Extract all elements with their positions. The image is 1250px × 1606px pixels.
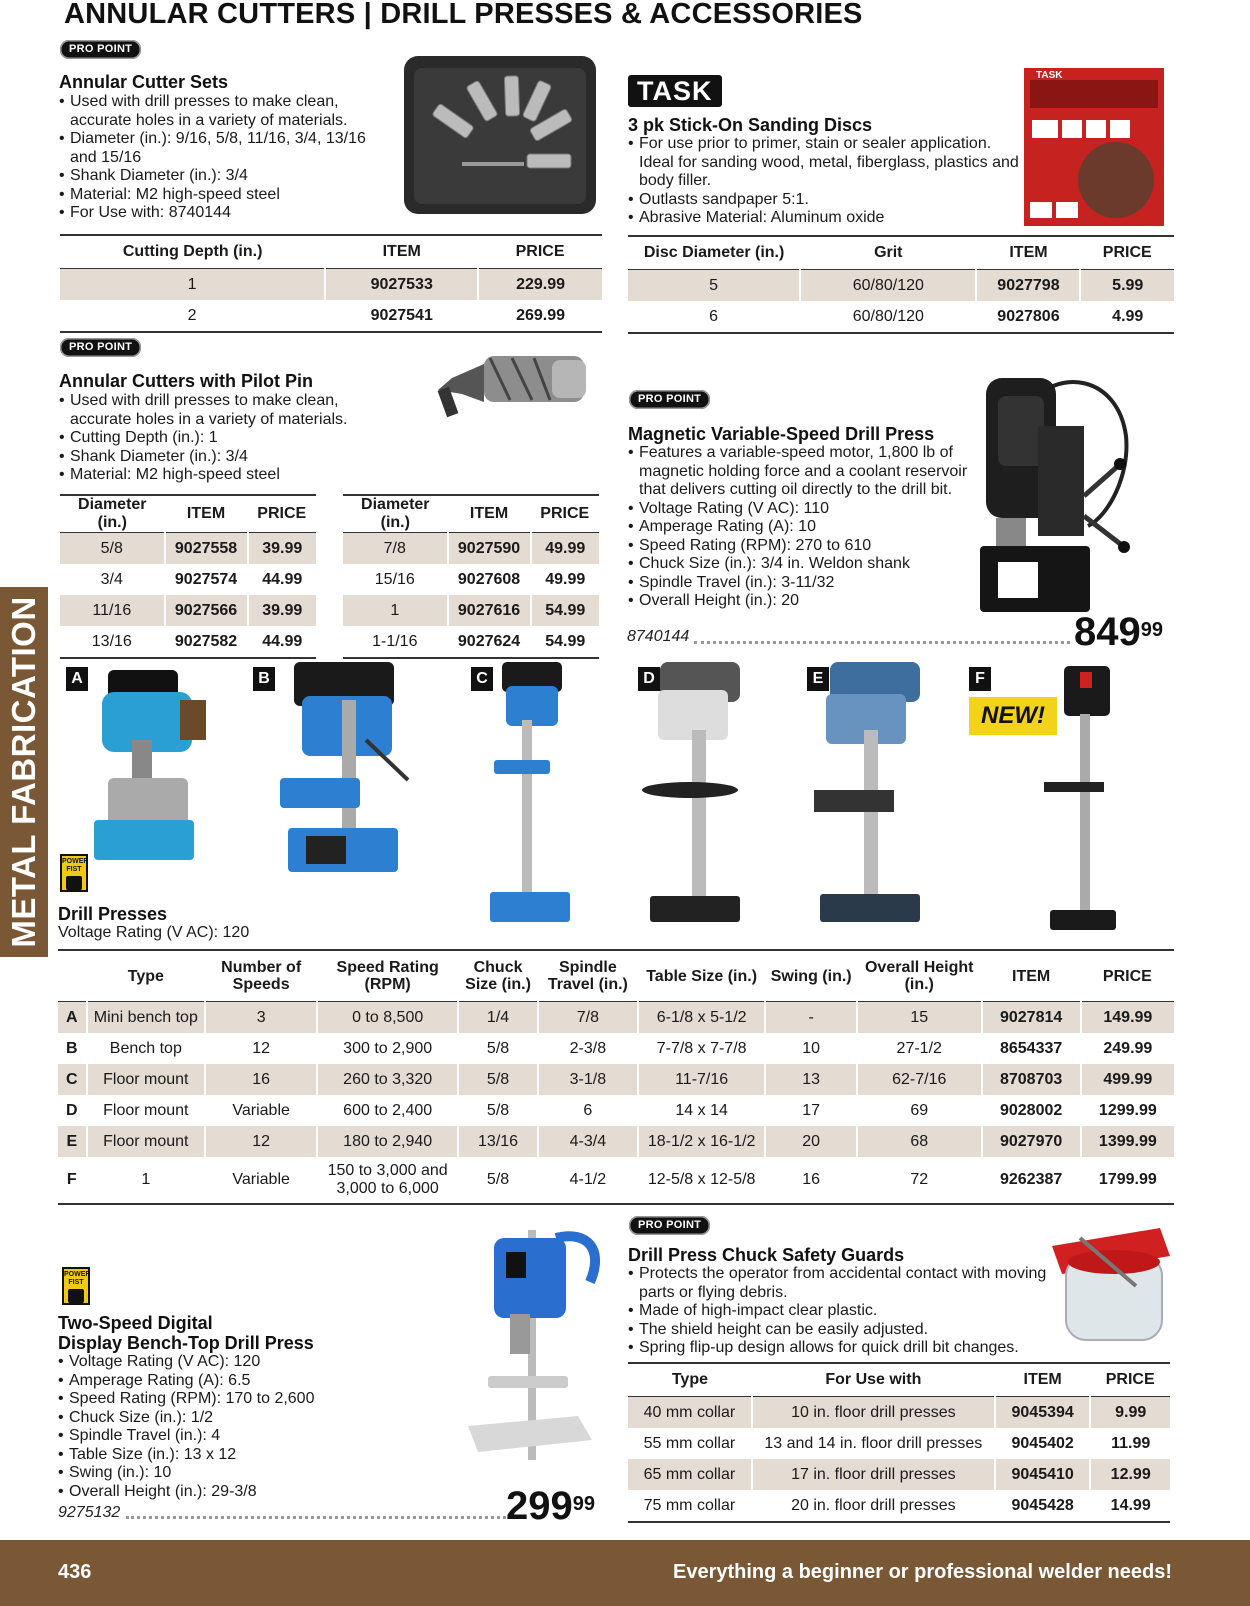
column-header: PRICE bbox=[1090, 1363, 1170, 1397]
table-row bbox=[58, 1064, 1174, 1095]
table-cell: 5/8 bbox=[458, 1064, 538, 1095]
table-cell: 5/8 bbox=[458, 1095, 538, 1126]
safety-guards-table bbox=[628, 1362, 1170, 1523]
table-cell: 8654337 bbox=[982, 1033, 1081, 1064]
magnetic-press-sku: 8740144 bbox=[627, 628, 690, 645]
table-row bbox=[60, 626, 316, 658]
table-row bbox=[343, 564, 599, 595]
bullet-item: • Amperage Rating (A): 6.5 bbox=[58, 1372, 388, 1391]
column-header: Type bbox=[87, 950, 206, 1002]
table-cell: 12 bbox=[205, 1126, 317, 1157]
table-cell: D bbox=[65, 1101, 78, 1119]
table-cell: 5 bbox=[628, 270, 800, 302]
table-row bbox=[58, 1033, 1174, 1064]
drill-press-letter-b: B bbox=[253, 667, 275, 691]
table-cell: 0 to 8,500 bbox=[317, 1002, 458, 1034]
table-cell: 20 in. floor drill presses bbox=[752, 1490, 995, 1522]
table-cell: 1 bbox=[343, 595, 448, 626]
table-cell: 260 to 3,320 bbox=[317, 1064, 458, 1095]
new-badge: NEW! bbox=[969, 697, 1057, 735]
table-cell: 9027814 bbox=[982, 1002, 1081, 1034]
two-speed-title-line2: Display Bench-Top Drill Press bbox=[58, 1333, 314, 1353]
pilot-pin-table-left bbox=[60, 494, 316, 659]
table-cell: 9028002 bbox=[982, 1095, 1081, 1126]
column-header: PRICE bbox=[1081, 950, 1174, 1002]
bullet-item: • Used with drill presses to make clean, accurate holes in a variety of materials. bbox=[59, 93, 379, 130]
table-cell: B bbox=[65, 1039, 78, 1057]
table-cell: 6-1/8 x 5-1/2 bbox=[638, 1002, 766, 1034]
table-cell: 72 bbox=[857, 1157, 982, 1204]
safety-guards-title: Drill Press Chuck Safety Guards bbox=[628, 1245, 905, 1265]
table-cell: 300 to 2,900 bbox=[317, 1033, 458, 1064]
column-header: Disc Diameter (in.) bbox=[628, 236, 800, 270]
table-cell: 229.99 bbox=[478, 269, 602, 301]
pilot-pin-title: Annular Cutters with Pilot Pin bbox=[59, 371, 314, 391]
drill-press-letter-a: A bbox=[66, 667, 88, 691]
price-leader-dots bbox=[126, 1516, 506, 1519]
table-cell: 149.99 bbox=[1081, 1002, 1174, 1034]
bullet-item: • Made of high-impact clear plastic. bbox=[628, 1302, 1058, 1321]
table-cell: 5.99 bbox=[1080, 270, 1174, 302]
column-header: Number of Speeds bbox=[205, 950, 317, 1002]
table-cell: 13/16 bbox=[60, 626, 165, 658]
table-cell: F bbox=[58, 1157, 87, 1204]
table-cell: 9027970 bbox=[982, 1126, 1081, 1157]
two-speed-bullets bbox=[58, 1353, 388, 1501]
column-header: Overall Height (in.) bbox=[857, 950, 982, 1002]
bullet-item: • Abrasive Material: Aluminum oxide bbox=[628, 209, 1028, 228]
table-row bbox=[58, 1126, 1174, 1157]
table-cell: 9045428 bbox=[995, 1490, 1091, 1522]
table-cell: 8708703 bbox=[982, 1064, 1081, 1095]
table-cell: 9.99 bbox=[1090, 1397, 1170, 1429]
table-cell: 62-7/16 bbox=[857, 1064, 982, 1095]
column-header: ITEM bbox=[325, 235, 478, 269]
page-title: ANNULAR CUTTERS | DRILL PRESSES & ACCESSORIES bbox=[64, 0, 863, 30]
table-cell: Floor mount bbox=[87, 1095, 206, 1126]
table-cell: Mini bench top bbox=[87, 1002, 206, 1034]
table-cell: 18-1/2 x 16-1/2 bbox=[638, 1126, 766, 1157]
table-cell: 16 bbox=[765, 1157, 856, 1204]
drill-presses-title: Drill Presses bbox=[58, 904, 168, 924]
column-header: Swing (in.) bbox=[765, 950, 856, 1002]
drill-press-a-image bbox=[88, 660, 218, 875]
table-cell: 180 to 2,940 bbox=[317, 1126, 458, 1157]
annular-sets-bullets bbox=[59, 93, 379, 223]
magnetic-drill-press-image bbox=[968, 366, 1143, 616]
table-cell: 7-7/8 x 7-7/8 bbox=[638, 1033, 766, 1064]
bullet-item: • Spindle Travel (in.): 4 bbox=[58, 1427, 388, 1446]
table-cell: 11-7/16 bbox=[638, 1064, 766, 1095]
bullet-item: • Chuck Size (in.): 1/2 bbox=[58, 1409, 388, 1428]
table-row bbox=[628, 1428, 1170, 1459]
table-cell: A bbox=[58, 1002, 87, 1034]
bullet-item: • The shield height can be easily adjusted. bbox=[628, 1321, 1058, 1340]
table-row bbox=[343, 533, 599, 565]
magnetic-press-price: $849^{99}$ bbox=[1074, 610, 1163, 654]
bullet-item: • Features a variable-speed motor, 1,800 lb of magnetic holding force and a coolant reservoir that delivers cutting oil directly to the drill bit. bbox=[628, 444, 968, 500]
drill-press-letter-f: F bbox=[969, 667, 991, 691]
table-cell: 10 bbox=[765, 1033, 856, 1064]
column-header: Table Size (in.) bbox=[638, 950, 766, 1002]
pilot-pin-bullets bbox=[59, 392, 399, 485]
table-cell: 15/16 bbox=[374, 570, 415, 588]
table-cell: 9027616 bbox=[448, 595, 531, 626]
bullet-item: • Voltage Rating (V AC): 120 bbox=[58, 1353, 388, 1372]
table-row bbox=[628, 301, 1174, 333]
table-cell: 17 in. floor drill presses bbox=[752, 1459, 995, 1490]
column-header: Spindle Travel (in.) bbox=[538, 950, 638, 1002]
table-cell: 4.99 bbox=[1080, 301, 1174, 333]
table-cell: 9045394 bbox=[995, 1397, 1091, 1429]
task-logo: TASK bbox=[628, 75, 722, 107]
table-cell: 1 bbox=[87, 1157, 206, 1204]
column-header: ITEM bbox=[976, 236, 1080, 270]
column-header-letter bbox=[58, 950, 87, 1002]
table-cell: 40 mm collar bbox=[628, 1397, 752, 1429]
table-row bbox=[60, 269, 602, 301]
table-cell: Variable bbox=[205, 1157, 317, 1204]
table-row bbox=[58, 1095, 1174, 1126]
table-cell: 9027582 bbox=[165, 626, 248, 658]
column-header: Grit bbox=[800, 236, 976, 270]
table-cell: C bbox=[58, 1064, 87, 1095]
table-cell: 69 bbox=[857, 1095, 982, 1126]
page-number: 436 bbox=[58, 1561, 92, 1583]
table-row bbox=[58, 1157, 1174, 1204]
pro-point-logo: PRO POINT bbox=[60, 338, 141, 357]
table-cell: 9027608 bbox=[448, 564, 531, 595]
drill-press-c-image bbox=[488, 660, 578, 925]
svg-text:TASK: TASK bbox=[1036, 70, 1063, 81]
side-tab: METAL FABRICATION bbox=[0, 587, 48, 957]
pilot-pin-table-right bbox=[343, 494, 599, 659]
pro-point-logo: PRO POINT bbox=[629, 390, 710, 409]
column-header: Cutting Depth (in.) bbox=[60, 235, 325, 269]
bullet-item: • Material: M2 high-speed steel bbox=[59, 186, 379, 205]
table-cell: 44.99 bbox=[248, 564, 317, 595]
bullet-item: • Overall Height (in.): 29-3/8 bbox=[58, 1483, 388, 1502]
table-cell: 2 bbox=[60, 300, 325, 332]
table-row bbox=[58, 1002, 1174, 1034]
column-header: PRICE bbox=[531, 495, 600, 533]
pilot-pin-cutter-image bbox=[432, 350, 592, 430]
table-cell: E bbox=[58, 1126, 87, 1157]
table-cell: 14.99 bbox=[1090, 1490, 1170, 1522]
table-cell: 9027541 bbox=[325, 300, 478, 332]
table-cell: 12-5/8 x 12-5/8 bbox=[638, 1157, 766, 1204]
table-cell: 5/8 bbox=[60, 533, 165, 565]
table-cell: 7/8 bbox=[343, 533, 448, 565]
table-cell: 54.99 bbox=[531, 595, 600, 626]
two-speed-drill-press-image bbox=[458, 1226, 608, 1476]
sanding-discs-table bbox=[628, 235, 1174, 334]
table-cell: 1399.99 bbox=[1081, 1126, 1174, 1157]
pro-point-logo: PRO POINT bbox=[629, 1216, 710, 1235]
table-cell: 269.99 bbox=[478, 300, 602, 332]
table-cell: 44.99 bbox=[248, 626, 317, 658]
table-cell: 13/16 bbox=[458, 1126, 538, 1157]
bullet-item: • Overall Height (in.): 20 bbox=[628, 592, 968, 611]
price-leader-dots bbox=[694, 641, 1070, 644]
sanding-discs-title: 3 pk Stick-On Sanding Discs bbox=[628, 115, 873, 135]
table-cell: 9027798 bbox=[976, 270, 1080, 302]
pro-point-logo: PRO POINT bbox=[60, 40, 141, 59]
table-cell: 10 in. floor drill presses bbox=[752, 1397, 995, 1429]
bullet-item: • Swing (in.): 10 bbox=[58, 1464, 388, 1483]
drill-press-letter-d: D bbox=[638, 667, 660, 691]
table-cell: 4-1/2 bbox=[538, 1157, 638, 1204]
table-cell: 1799.99 bbox=[1081, 1157, 1174, 1204]
bullet-item: • Diameter (in.): 9/16, 5/8, 11/16, 3/4, 13/16 and 15/16 bbox=[59, 130, 379, 167]
table-row bbox=[60, 300, 602, 332]
drill-presses-table bbox=[58, 949, 1174, 1205]
column-header: Diameter (in.) bbox=[60, 495, 165, 533]
table-cell: Floor mount bbox=[87, 1126, 206, 1157]
table-cell: 49.99 bbox=[531, 533, 600, 565]
table-cell: 11/16 bbox=[60, 595, 165, 626]
table-cell: 55 mm collar bbox=[643, 1434, 736, 1452]
table-cell: 60/80/120 bbox=[800, 301, 976, 333]
table-row bbox=[628, 1459, 1170, 1490]
sanding-disc-pack-image bbox=[1024, 68, 1164, 226]
table-cell: 9045410 bbox=[995, 1459, 1091, 1490]
table-cell: 150 to 3,000 and 3,000 to 6,000 bbox=[317, 1157, 458, 1204]
bullet-item: • Material: M2 high-speed steel bbox=[59, 466, 399, 485]
table-row bbox=[628, 270, 1174, 302]
bullet-item: • Spindle Travel (in.): 3-11/32 bbox=[628, 574, 968, 593]
table-cell: 65 mm collar bbox=[628, 1459, 752, 1490]
safety-guards-bullets bbox=[628, 1265, 1058, 1358]
bullet-item: • Cutting Depth (in.): 1 bbox=[59, 429, 399, 448]
column-header: Chuck Size (in.) bbox=[458, 950, 538, 1002]
drill-press-letter-c: C bbox=[471, 667, 493, 691]
table-cell: 5/8 bbox=[458, 1157, 538, 1204]
power-fist-logo: POWER FIST bbox=[62, 1267, 90, 1305]
bullet-item: • For use prior to primer, stain or sealer application. Ideal for sanding wood, metal, fiberglass, plastics and body filler. bbox=[628, 135, 1028, 191]
table-cell: Variable bbox=[205, 1095, 317, 1126]
column-header: ITEM bbox=[448, 495, 531, 533]
table-cell: 27-1/2 bbox=[857, 1033, 982, 1064]
table-cell: 6 bbox=[628, 301, 800, 333]
table-cell: 1/4 bbox=[458, 1002, 538, 1034]
two-speed-price: $299^{99}$ bbox=[506, 1484, 595, 1528]
table-cell: 600 to 2,400 bbox=[317, 1095, 458, 1126]
bullet-item: • For Use with: 8740144 bbox=[59, 204, 379, 223]
table-cell: 75 mm collar bbox=[628, 1490, 752, 1522]
drill-presses-subtitle: Voltage Rating (V AC): 120 bbox=[58, 924, 250, 941]
table-row bbox=[60, 595, 316, 626]
annular-sets-title: Annular Cutter Sets bbox=[59, 72, 229, 92]
drill-press-e-image bbox=[810, 660, 940, 925]
table-cell: 54.99 bbox=[531, 626, 600, 658]
column-header: PRICE bbox=[248, 495, 317, 533]
bullet-item: • Outlasts sandpaper 5:1. bbox=[628, 191, 1028, 210]
table-cell: 39.99 bbox=[248, 595, 317, 626]
table-cell: 5/8 bbox=[458, 1033, 538, 1064]
table-cell: 6 bbox=[538, 1095, 638, 1126]
two-speed-title-line1: Two-Speed Digital bbox=[58, 1313, 213, 1333]
table-cell: 9027574 bbox=[165, 564, 248, 595]
bullet-item: • Amperage Rating (A): 10 bbox=[628, 518, 968, 537]
table-cell: 2-3/8 bbox=[538, 1033, 638, 1064]
table-cell: 12.99 bbox=[1090, 1459, 1170, 1490]
table-cell: 20 bbox=[765, 1126, 856, 1157]
table-cell: 49.99 bbox=[531, 564, 600, 595]
table-row bbox=[60, 533, 316, 565]
bullet-item: • Shank Diameter (in.): 3/4 bbox=[59, 448, 399, 467]
column-header: ITEM bbox=[982, 950, 1081, 1002]
footer-tagline: Everything a beginner or professional welder needs! bbox=[672, 1561, 1172, 1583]
bullet-item: • Table Size (in.): 13 x 12 bbox=[58, 1446, 388, 1465]
table-cell: 9027806 bbox=[976, 301, 1080, 333]
column-header: Diameter (in.) bbox=[343, 495, 448, 533]
two-speed-sku: 9275132 bbox=[58, 1504, 121, 1521]
magnetic-press-title: Magnetic Variable-Speed Drill Press bbox=[628, 424, 935, 444]
safety-guard-image bbox=[1040, 1216, 1175, 1346]
table-cell: Floor mount bbox=[87, 1064, 206, 1095]
magnetic-press-bullets bbox=[628, 444, 968, 611]
table-cell: 60/80/120 bbox=[800, 270, 976, 302]
bullet-item: • Speed Rating (RPM): 170 to 2,600 bbox=[58, 1390, 388, 1409]
table-cell: 9027566 bbox=[165, 595, 248, 626]
table-cell: 9027558 bbox=[165, 533, 248, 565]
table-cell: 7/8 bbox=[538, 1002, 638, 1034]
column-header: ITEM bbox=[995, 1363, 1091, 1397]
table-cell: 4-3/4 bbox=[538, 1126, 638, 1157]
table-row bbox=[343, 595, 599, 626]
bullet-item: • Chuck Size (in.): 3/4 in. Weldon shank bbox=[628, 555, 968, 574]
table-cell: 249.99 bbox=[1081, 1033, 1174, 1064]
table-cell: 17 bbox=[765, 1095, 856, 1126]
drill-press-letter-e: E bbox=[807, 667, 829, 691]
table-cell: 3-1/8 bbox=[538, 1064, 638, 1095]
table-cell: 9027590 bbox=[448, 533, 531, 565]
table-cell: 68 bbox=[857, 1126, 982, 1157]
table-cell: 13 and 14 in. floor drill presses bbox=[752, 1428, 995, 1459]
column-header: PRICE bbox=[1080, 236, 1174, 270]
table-cell: 3 bbox=[205, 1002, 317, 1034]
table-cell: 9045402 bbox=[995, 1428, 1091, 1459]
column-header: Type bbox=[628, 1363, 752, 1397]
table-cell: 499.99 bbox=[1081, 1064, 1174, 1095]
table-row bbox=[343, 626, 599, 658]
column-header: ITEM bbox=[165, 495, 248, 533]
table-row bbox=[60, 564, 316, 595]
bullet-item: • Voltage Rating (V AC): 110 bbox=[628, 500, 968, 519]
table-cell: 12 bbox=[205, 1033, 317, 1064]
table-cell: 9027624 bbox=[448, 626, 531, 658]
table-cell: 16 bbox=[205, 1064, 317, 1095]
table-cell: - bbox=[765, 1002, 856, 1034]
table-row bbox=[628, 1490, 1170, 1522]
bullet-item: • Used with drill presses to make clean, accurate holes in a variety of materials. bbox=[59, 392, 399, 429]
drill-press-b-image bbox=[278, 660, 418, 875]
bullet-item: • Protects the operator from accidental contact with moving parts or flying debris. bbox=[628, 1265, 1058, 1302]
bullet-item: • Speed Rating (RPM): 270 to 610 bbox=[628, 537, 968, 556]
column-header: Speed Rating (RPM) bbox=[317, 950, 458, 1002]
table-cell: 1299.99 bbox=[1081, 1095, 1174, 1126]
table-cell: 39.99 bbox=[248, 533, 317, 565]
table-cell: 11.99 bbox=[1090, 1428, 1170, 1459]
sanding-discs-bullets bbox=[628, 135, 1028, 228]
table-cell: 15 bbox=[857, 1002, 982, 1034]
column-header: PRICE bbox=[478, 235, 602, 269]
table-cell: 9262387 bbox=[982, 1157, 1081, 1204]
table-cell: 3/4 bbox=[100, 570, 123, 588]
annular-cutter-case-image bbox=[402, 54, 598, 216]
table-cell: 14 x 14 bbox=[638, 1095, 766, 1126]
bullet-item: • Spring flip-up design allows for quick drill bit changes. bbox=[628, 1339, 1058, 1358]
annular-sets-table bbox=[60, 234, 602, 333]
table-cell: 9027533 bbox=[325, 269, 478, 301]
power-fist-logo: POWER FIST bbox=[60, 854, 88, 892]
table-cell: 1-1/16 bbox=[343, 626, 448, 658]
column-header: For Use with bbox=[752, 1363, 995, 1397]
table-cell: 1 bbox=[60, 269, 325, 301]
drill-press-d-image bbox=[640, 660, 760, 925]
table-row bbox=[628, 1397, 1170, 1429]
table-cell: Bench top bbox=[87, 1033, 206, 1064]
table-cell: 13 bbox=[765, 1064, 856, 1095]
footer-bar bbox=[0, 1540, 1250, 1606]
bullet-item: • Shank Diameter (in.): 3/4 bbox=[59, 167, 379, 186]
